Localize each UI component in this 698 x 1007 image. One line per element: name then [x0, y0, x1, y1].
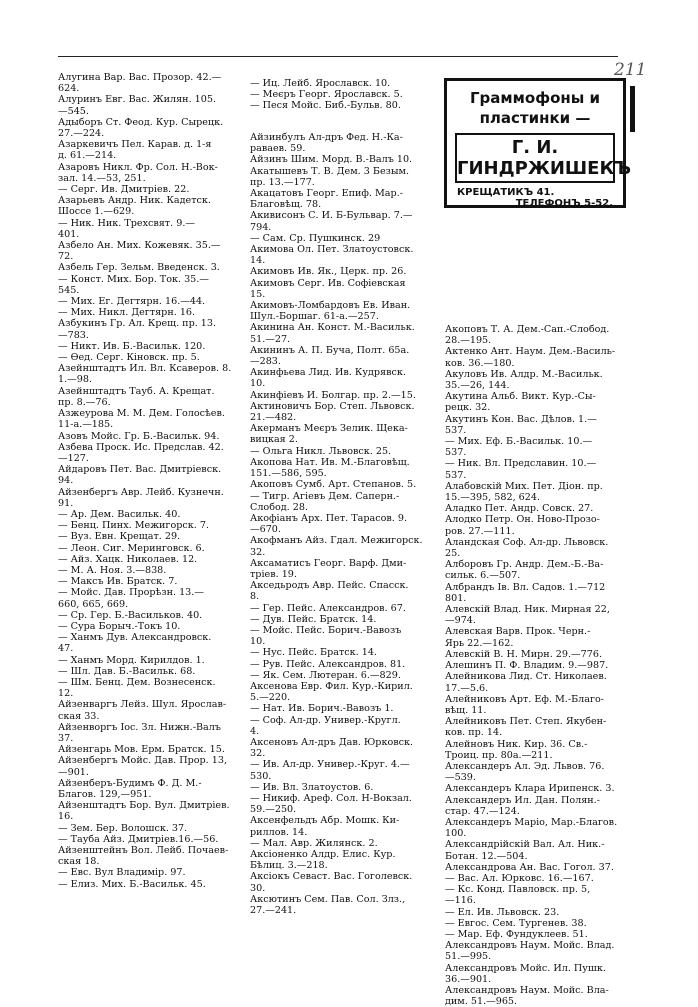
- directory-line: Акивисонъ С. И. Б-Бульвар. 7.—: [250, 210, 413, 222]
- directory-line: 17.—5.6.: [445, 682, 489, 694]
- column-2: [250, 132, 423, 916]
- directory-line: 51.—27.: [250, 333, 291, 345]
- directory-line: —974.: [445, 615, 476, 627]
- directory-line: раваев. 59.: [250, 143, 306, 155]
- directory-line: Александеръ Маріо, Мар.-Благов.: [445, 816, 618, 828]
- directory-line: Благовѣщ. 78.: [250, 199, 322, 211]
- directory-line: — Нус. Пейс. Братск. 14.: [250, 647, 377, 659]
- directory-line: — Өед. Серг. Кіновск. пр. 5.: [58, 352, 200, 364]
- directory-line: Александеръ Ил. Дан. Полян.-: [445, 794, 600, 806]
- ad-address: КРЕЩАТИКЪ 41.: [457, 187, 555, 198]
- directory-line: Акинфіевъ И. Болгар. пр. 2.—15.: [250, 389, 416, 401]
- directory-line: 1.—98.: [58, 374, 93, 386]
- ad-side-bar: [630, 86, 635, 132]
- directory-line: Айзенберъ-Будимъ Ф. Д. М.-: [58, 777, 202, 789]
- directory-line: тріев. 19.: [250, 568, 297, 580]
- directory-line: — Сура Борыч.-Токъ 10.: [58, 620, 181, 632]
- directory-line: Акседьродъ Авр. Пейс. Спасск.: [250, 580, 409, 592]
- directory-line: —539.: [445, 772, 476, 784]
- directory-line: Аксіоненко Алдр. Елис. Кур.: [250, 849, 396, 860]
- directory-line: Акоповъ Т. А. Дем.-Сап.-Слобод.: [445, 324, 610, 335]
- directory-line: Алейновъ Ник. Кир. 36. Св.-: [445, 738, 588, 750]
- directory-line: Айзинбулъ Ал-дръ Фед. Н.-Ка-: [250, 132, 403, 143]
- directory-line: 21.—482.: [250, 412, 297, 424]
- directory-line: Алешинъ П. Ф. Владим. 9.—987.: [445, 660, 609, 672]
- directory-line: пр. 8.—76.: [58, 396, 111, 408]
- header-rule: [58, 56, 618, 57]
- directory-line: — Ар. Дем. Васильк. 40.: [58, 508, 181, 520]
- directory-line: — М. А. Ноя. 3.—838.: [58, 564, 167, 576]
- directory-line: — Як. Сем. Лютеран. 6.—829.: [250, 669, 401, 681]
- directory-line: 545.: [58, 284, 80, 296]
- directory-line: Акимова Ол. Пет. Златоустовск.: [250, 244, 414, 256]
- directory-line: — Бенц. Пинх. Межигорск. 7.: [58, 520, 209, 532]
- directory-line: — Ив. Вл. Златоустов. 6.: [250, 781, 374, 793]
- directory-line: Аксеновъ Ал-дръ Дав. Юрковск.: [250, 736, 414, 748]
- ad-company-name: Г. И. ГИНДРЖИШЕКЪ: [455, 133, 615, 183]
- directory-line: 537.: [445, 424, 467, 436]
- directory-line: — Зем. Бер. Волошск. 37.: [58, 822, 188, 834]
- directory-line: Албрандъ Ів. Вл. Садов. 1.—712: [445, 581, 606, 593]
- directory-line: Акерманъ Меєръ Зелик. Щека-: [250, 423, 408, 435]
- page-number: 211: [614, 60, 647, 80]
- directory-line: — Вас. Ал. Юрковс. 16.—167.: [445, 872, 594, 884]
- directory-line: 530.: [250, 770, 272, 782]
- directory-line: д. 61.—214.: [58, 150, 117, 162]
- directory-line: ская 18.: [58, 856, 100, 868]
- directory-line: Аксенфельдъ Абр. Мошк. Ки-: [250, 815, 400, 827]
- directory-line: 12.: [58, 688, 74, 700]
- directory-line: Акоповъ Сумб. Арт. Степанов. 5.: [250, 479, 417, 491]
- directory-line: — Конст. Мих. Бор. Ток. 35.—: [58, 273, 209, 285]
- directory-line: 59.—250.: [250, 804, 297, 816]
- gramophone-advertisement: [444, 78, 632, 209]
- directory-line: — Никт. Ив. Б.-Васильк. 120.: [58, 340, 206, 352]
- directory-line: ков. пр. 14.: [445, 727, 503, 739]
- directory-line: — Гер. Пейс. Александров. 67.: [250, 602, 406, 614]
- directory-line: — Евс. Вул Владимір. 97.: [58, 867, 186, 879]
- directory-line: 537.: [445, 469, 467, 481]
- ad-line-1: Граммофоны и: [469, 89, 601, 107]
- directory-line: 5.—220.: [250, 692, 291, 704]
- directory-line: — Ср. Гер. Б.-Васильков. 40.: [58, 609, 203, 621]
- directory-line: Акофіанъ Арх. Пет. Тарасов. 9.: [250, 512, 408, 524]
- directory-line: Азбукинъ Гр. Ал. Крещ. пр. 13.: [58, 318, 217, 330]
- directory-line: Александровъ Наум. Мойс. Вла-: [445, 984, 609, 996]
- directory-line: — Елиз. Мих. Б.-Васильк. 45.: [58, 878, 206, 890]
- directory-line: — Ханмъ Дув. Александровск.: [58, 632, 212, 644]
- directory-line: — Серг. Ив. Дмитріев. 22.: [58, 184, 190, 196]
- directory-line: 10.: [250, 636, 266, 648]
- directory-line: Алейникова Лид. Ст. Николаев.: [445, 671, 607, 683]
- directory-line: Акофманъ Айз. Гдал. Межигорск.: [250, 535, 423, 547]
- ad-line-2: пластинки —: [479, 109, 591, 127]
- directory-line: Азаркевичъ Пел. Карав. д. 1-я: [58, 139, 212, 151]
- directory-line: Бѣлиц. 3.—218.: [250, 860, 328, 872]
- column-1: [58, 72, 231, 890]
- directory-line: Александеръ Клара Ирипенск. 3.: [445, 783, 615, 795]
- directory-line: Азбело Ан. Мих. Кожевяк. 35.—: [58, 240, 221, 252]
- ad-phone: ТЕЛЕФОНЪ 5-52.: [515, 198, 613, 209]
- directory-line: Актиновичъ Бор. Степ. Львовск.: [250, 400, 415, 412]
- directory-line: Акутина Альб. Викт. Кур.-Сы-: [445, 391, 596, 403]
- directory-line: —116.: [445, 895, 476, 907]
- directory-line: — Рув. Пейс. Александров. 81.: [250, 658, 406, 670]
- directory-line: Шоссе 1.—629.: [58, 206, 135, 218]
- directory-line: — Никиф. Ареф. Сол. Н-Вокзал.: [250, 792, 412, 804]
- directory-line: — Ник. Ник. Трехсвят. 9.—: [58, 217, 195, 229]
- directory-line: 27.—224.: [58, 128, 105, 140]
- directory-line: вѣщ. 11.: [445, 704, 487, 716]
- directory-line: — Айз. Хацк. Николаев. 12.: [58, 553, 198, 565]
- directory-line: — Тауба Айз. Дмитріев.16.—56.: [58, 833, 219, 845]
- directory-line: Актенко Ант. Наум. Дем.-Василь-: [445, 346, 616, 358]
- directory-line: Алевскій Влад. Ник. Мирная 22,: [445, 604, 610, 616]
- directory-line: Айзенштейнъ Вол. Лейб. Почаев-: [58, 845, 229, 857]
- directory-line: — Вуз. Евн. Крещат. 29.: [58, 531, 181, 543]
- directory-line: Алабовскій Мих. Пет. Діон. пр.: [445, 480, 603, 492]
- directory-line: 11-а.—185.: [58, 419, 114, 431]
- directory-line: пр. 13.—177.: [250, 176, 315, 188]
- directory-line: — Дув. Пейс. Братск. 14.: [250, 613, 377, 625]
- directory-line: Алевская Варв. Прок. Черн.-: [445, 626, 591, 638]
- directory-line: — Шл. Дав. Б.-Васильк. 68.: [58, 665, 196, 677]
- directory-line: Аксютинъ Сем. Пав. Сол. Злз.,: [250, 893, 406, 905]
- directory-line: Айзенворгъ Іос. Зл. Нижн.-Валъ: [58, 721, 221, 733]
- directory-line: 37.: [58, 732, 74, 744]
- directory-line: риллов. 14.: [250, 826, 308, 838]
- directory-line: Алугина Вар. Вас. Прозор. 42.—: [58, 72, 222, 83]
- directory-line: Азаровъ Никл. Фр. Сол. Н.-Вок-: [58, 161, 218, 173]
- directory-line: 35.—26, 144.: [445, 380, 510, 392]
- directory-line: Акимовъ Серг. Ив. Софіевская: [250, 277, 406, 289]
- directory-line: 47.: [58, 643, 74, 655]
- directory-line: Айдаровъ Пет. Вас. Дмитріевск.: [58, 464, 222, 476]
- directory-line: рецк. 32.: [445, 402, 491, 414]
- directory-line: 27.—241.: [250, 905, 297, 917]
- directory-line: Алуринъ Евг. Вас. Жилян. 105.: [58, 94, 217, 106]
- directory-line: —670.: [250, 524, 281, 536]
- directory-line: Благов. 129,—951.: [58, 789, 152, 800]
- directory-line: Аксаматисъ Георг. Варф. Дми-: [250, 557, 407, 569]
- directory-line: Акининъ А. П. Буча, Полт. 65а.: [250, 344, 410, 356]
- directory-line: вицкая 2.: [250, 434, 298, 446]
- directory-line: Азейнштадтъ Ил. Вл. Ксаверов. 8.: [58, 363, 232, 375]
- directory-line: 15.—395, 582, 624.: [445, 492, 541, 504]
- directory-line: Азовъ Мойс. Гр. Б.-Васильк. 94.: [58, 430, 220, 442]
- directory-line: —127.: [58, 452, 89, 464]
- directory-line: — Мар. Еф. Фундуклеев. 51.: [445, 928, 588, 940]
- directory-line: Алевскій В. Н. Мирн. 29.—776.: [445, 648, 602, 660]
- directory-line: 15.: [250, 288, 266, 300]
- directory-line: Алейниковъ Арт. Еф. М.-Благо-: [445, 693, 604, 705]
- directory-line: — Меєръ Георг. Ярославск. 5.: [250, 89, 403, 101]
- directory-line: 10.: [250, 378, 266, 390]
- directory-line: Азбева Проск. Ис. Предслав. 42.: [58, 441, 224, 453]
- directory-line: Акацатовъ Георг. Епиф. Мар.-: [250, 188, 403, 200]
- directory-line: Акимовъ-Ломбардовъ Ев. Иван.: [250, 300, 411, 312]
- directory-line: — Иц. Лейб. Ярославск. 10.: [250, 78, 391, 89]
- directory-line: 94.: [58, 475, 74, 487]
- directory-line: Александровъ Наум. Мойс. Влад.: [445, 940, 615, 952]
- directory-line: Азжеурова М. М. Дем. Голосѣев.: [58, 408, 225, 420]
- directory-line: Акопова Нат. Ив. М.-Благовѣщ.: [250, 456, 410, 468]
- directory-line: Александрова Ан. Вас. Гогол. 37.: [445, 861, 614, 873]
- directory-line: 51.—995.: [445, 951, 492, 963]
- directory-line: 4.: [250, 725, 260, 737]
- directory-line: 794.: [250, 221, 272, 233]
- directory-line: — Ник. Вл. Предславин. 10.—: [445, 458, 597, 470]
- directory-line: Акатышевъ Т. В. Дем. 3 Безым.: [250, 165, 410, 177]
- directory-line: 32.: [250, 748, 266, 760]
- directory-line: 660, 665, 669.: [58, 598, 129, 610]
- directory-line: — Мал. Авр. Жилянск. 2.: [250, 837, 378, 849]
- directory-line: 801.: [445, 592, 467, 604]
- directory-line: Азарьевъ Андр. Ник. Кадетск.: [58, 195, 211, 207]
- directory-line: — Мойс. Пейс. Борич.-Вавозъ: [250, 624, 402, 636]
- directory-line: Айзенштадтъ Бор. Вул. Дмитріев.: [58, 800, 230, 812]
- directory-line: 16.: [58, 811, 74, 823]
- directory-line: — Леон. Сиг. Меринговск. 6.: [58, 542, 205, 554]
- directory-line: Акинфьева Лид. Ив. Кудрявск.: [250, 367, 406, 379]
- directory-line: Ботан. 12.—504.: [445, 850, 528, 862]
- directory-line: Азбель Гер. Зельм. Введенск. 3.: [58, 262, 220, 274]
- directory-line: 32.: [250, 546, 266, 558]
- directory-line: 624.: [58, 83, 80, 95]
- directory-line: 537.: [445, 447, 467, 459]
- directory-line: — Мих. Никл. Дегтярн. 16.: [58, 307, 196, 319]
- directory-line: 25.: [445, 548, 461, 560]
- directory-line: —283.: [250, 356, 281, 368]
- directory-line: 36.—901.: [445, 973, 492, 985]
- directory-line: дим. 51.—965.: [445, 996, 518, 1007]
- directory-line: — Соф. Ал-др. Универ.-Кругл.: [250, 714, 401, 726]
- directory-line: Акимовъ Ив. Як., Церк. пр. 26.: [250, 266, 407, 278]
- directory-line: Аксіокъ Севаст. Вас. Гоголевск.: [250, 871, 413, 883]
- directory-line: Айзинъ Шим. Морд. В.-Валъ 10.: [250, 154, 413, 166]
- directory-line: 401.: [58, 228, 80, 240]
- column-3: [445, 324, 617, 1007]
- directory-line: 14.: [250, 255, 266, 267]
- directory-line: зал. 14.—53, 251.: [58, 172, 146, 184]
- directory-line: Алборовъ Гр. Андр. Дем.-Б.-Ва-: [445, 559, 604, 571]
- directory-line: — Евгос. Сем. Тургенев. 38.: [445, 917, 587, 929]
- directory-line: — Шм. Бенц. Дем. Вознесенск.: [58, 676, 216, 688]
- directory-line: —545.: [58, 105, 89, 117]
- directory-line: 8.: [250, 591, 260, 603]
- directory-line: — Ел. Ив. Львовск. 23.: [445, 906, 560, 918]
- directory-line: Шул.-Боршаг. 61-а.—257.: [250, 311, 379, 323]
- directory-line: — Ханмъ Морд. Кирилдов. 1.: [58, 654, 205, 666]
- directory-line: Александровъ Мойс. Ил. Пушк.: [445, 962, 606, 974]
- directory-line: сильк. 6.—507.: [445, 570, 521, 582]
- directory-line: Алейниковъ Пет. Степ. Якубен-: [445, 716, 607, 728]
- directory-line: 100.: [445, 828, 467, 840]
- directory-line: Айзенбергъ Авр. Лейб. Кузнечн.: [58, 486, 224, 498]
- directory-line: Александеръ Ал. Эд. Львов. 76.: [445, 760, 605, 772]
- directory-line: —901.: [58, 766, 89, 778]
- directory-line: — Мих. Еф. Б.-Васильк. 10.—: [445, 436, 593, 448]
- directory-line: ская 33.: [58, 710, 100, 722]
- directory-line: 91.: [58, 497, 74, 509]
- column-2-top: [250, 78, 403, 112]
- directory-line: стар. 47.—124.: [445, 805, 520, 817]
- directory-line: Адыборъ Ст. Феод. Кур. Сырецк.: [58, 116, 224, 128]
- directory-line: — Ольга Никл. Львовск. 25.: [250, 445, 392, 457]
- directory-line: —783.: [58, 329, 89, 341]
- directory-line: Акутинъ Кон. Вас. Дѣлов. 1.—: [445, 413, 597, 425]
- directory-line: Аксенова Евр. Фил. Кур.-Кирил.: [250, 680, 413, 692]
- directory-line: Азейнштадтъ Тауб. А. Крещат.: [58, 385, 215, 397]
- directory-line: 151.—586, 595.: [250, 468, 327, 480]
- directory-line: ров. 27.—111.: [445, 525, 515, 537]
- directory-line: — Максъ Ив. Братск. 7.: [58, 576, 178, 588]
- directory-line: Айзенгарь Мов. Ерм. Братск. 15.: [58, 744, 225, 756]
- directory-line: Айзенваргъ Лейз. Шул. Ярослав-: [58, 699, 227, 711]
- directory-line: 30.: [250, 882, 266, 894]
- directory-line: Аладко Пет. Андр. Совск. 27.: [445, 503, 594, 515]
- directory-line: — Мих. Ег. Дегтярн. 16.—44.: [58, 296, 206, 308]
- directory-line: — Мойс. Дав. Прорѣзн. 13.—: [58, 587, 204, 599]
- directory-line: — Тигр. Агіевъ Дем. Саперн.-: [250, 490, 400, 502]
- directory-line: — Сам. Ср. Пушкинск. 29: [250, 232, 381, 244]
- directory-line: Акуловъ Ив. Алдр. М.-Васильк.: [445, 368, 603, 380]
- directory-line: Айзенбергъ Мойс. Дав. Прор. 13,: [58, 755, 228, 767]
- directory-line: Алодко Петр. Он. Ново-Прозо-: [445, 514, 600, 526]
- directory-line: Аландская Соф. Ал-др. Львовск.: [445, 536, 609, 548]
- directory-line: 72.: [58, 251, 74, 263]
- directory-line: Ярь 22.—162.: [445, 637, 514, 649]
- directory-line: — Кс. Конд. Павловск. пр. 5,: [445, 884, 591, 896]
- directory-line: Слобод. 28.: [250, 501, 309, 513]
- directory-line: Акинина Ан. Конст. М.-Васильк.: [250, 322, 415, 334]
- directory-line: ков. 36.—180.: [445, 357, 515, 369]
- directory-line: — Песя Мойс. Биб.-Бульв. 80.: [250, 100, 401, 112]
- directory-line: Александрійскій Вал. Ал. Ник.-: [445, 839, 605, 851]
- directory-line: Троиц. пр. 80а.—211.: [445, 749, 553, 761]
- directory-line: — Ив. Ал-др. Универ.-Круг. 4.—: [250, 759, 410, 771]
- directory-line: 28.—195.: [445, 335, 492, 347]
- directory-line: — Нат. Ив. Борич.-Вавозъ 1.: [250, 703, 394, 715]
